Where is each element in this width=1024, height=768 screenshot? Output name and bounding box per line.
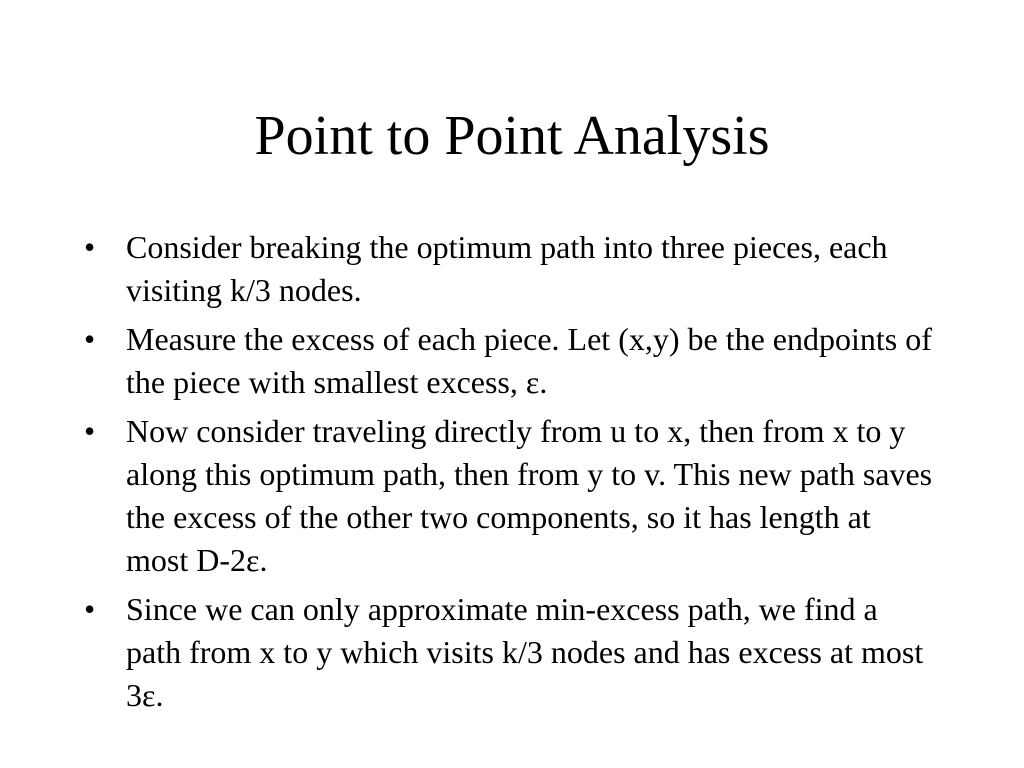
bullet-item-3 bbox=[84, 410, 934, 582]
bullet-text: Consider breaking the optimum path into three pieces, each visiting k/3 nodes. bbox=[126, 229, 888, 308]
bullet-icon: • bbox=[84, 413, 96, 449]
bullet-text: Measure the excess of each piece. Let (x,y) be the endpoints of the piece with smallest excess, ε. bbox=[126, 321, 932, 400]
bullet-text: Now consider traveling directly from u to x, then from x to y along this optimum path, then from y to v. This new path saves the excess of the other two components, so it has length at most D-2ε. bbox=[126, 413, 933, 578]
slide-title: Point to Point Analysis bbox=[254, 105, 770, 167]
bullet-item-1 bbox=[84, 226, 934, 312]
bullet-text: Since we can only approximate min-excess path, we find a path from x to y which visits k/3 nodes and has excess at most 3ε. bbox=[126, 591, 924, 713]
bullet-item-4 bbox=[84, 588, 934, 717]
bullet-icon: • bbox=[84, 229, 96, 265]
bullet-item-2 bbox=[84, 318, 934, 404]
bullet-icon: • bbox=[84, 591, 96, 627]
bullet-list bbox=[84, 226, 934, 723]
bullet-icon: • bbox=[84, 321, 96, 357]
